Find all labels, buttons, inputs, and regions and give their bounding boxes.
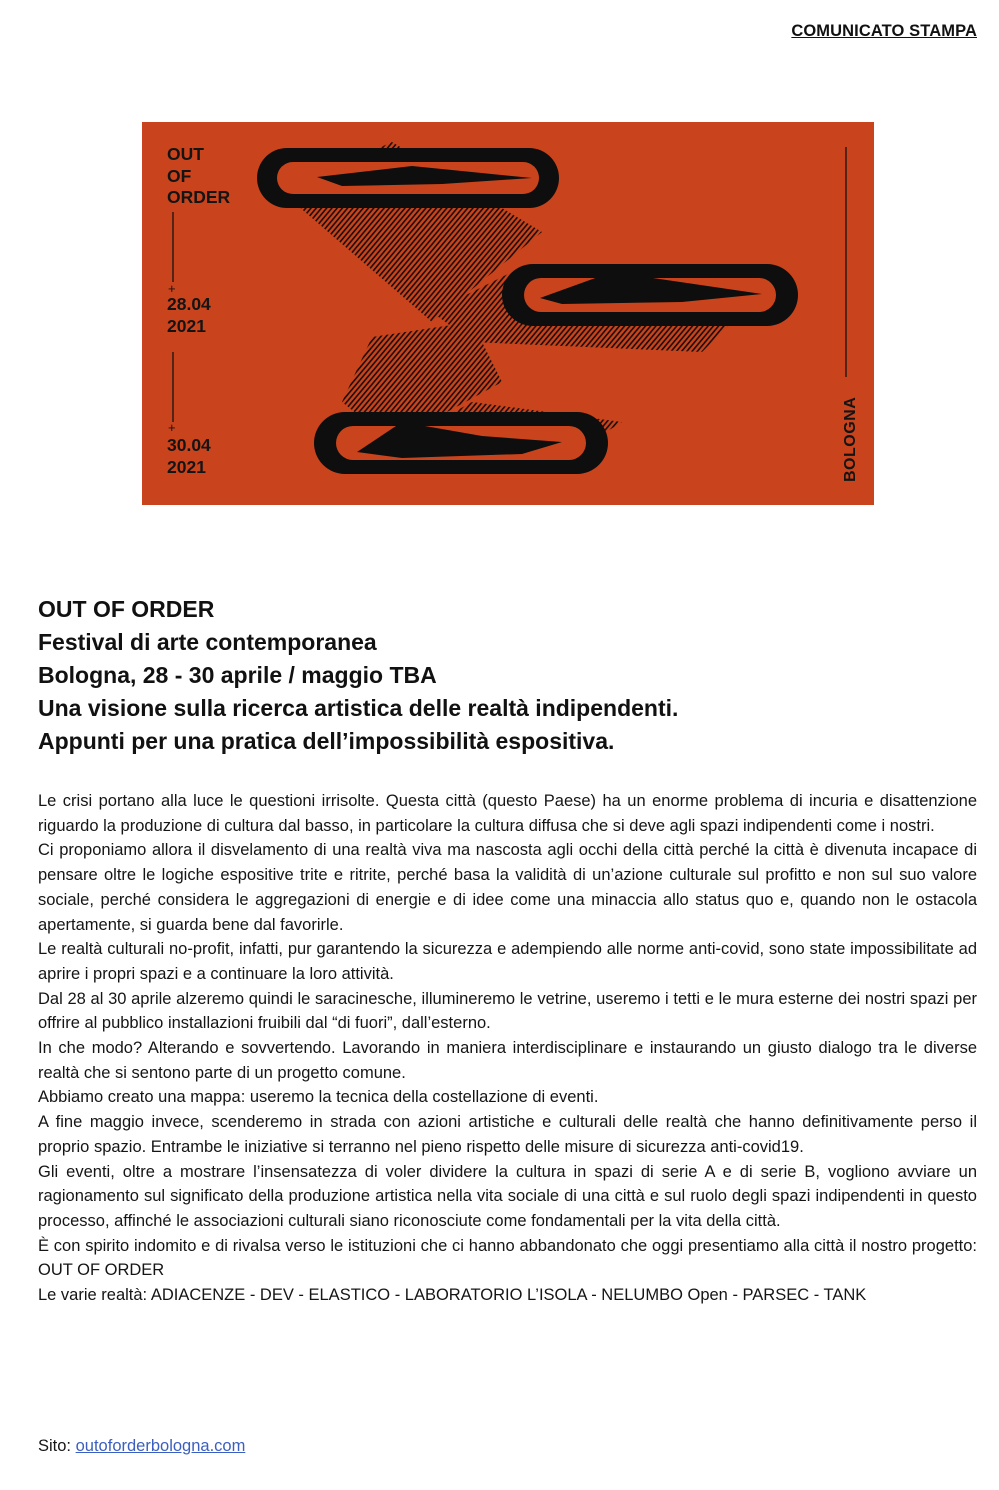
body-paragraph: A fine maggio invece, scenderemo in strada con azioni artistiche e culturali delle realtà che hanno definitivamente perso il proprio spazio. Entrambe le iniziative si terranno nel pieno rispetto delle misure di sicurezza anti-covid19.	[38, 1113, 977, 1156]
body-paragraph: Ci proponiamo allora il disvelamento di una realtà viva ma nascosta agli occhi della città perché la città è divenuta incapace di pensare oltre le logiche espositive trite e ritrite, perché basa la validità di un’azione culturale sul profitto e non sul suo valore sociale, perché considera le aggregazioni di energie e di idee come una minaccia allo status quo e, quando non le ostacola apertamente, si guarda bene dal favorirle.	[38, 841, 977, 934]
site-label: Sito:	[38, 1437, 72, 1455]
ribbon-o-bottom	[314, 412, 608, 474]
body-paragraph: Le realtà culturali no-profit, infatti, pur garantendo la sicurezza e adempiendo alle norme anti-covid, sono state impossibilitate ad aprire i propri spazi e a continuare la loro attività.	[38, 940, 977, 983]
body-paragraph: In che modo? Alterando e sovvertendo. Lavorando in maniera interdisciplinare e instaurando un giusto dialogo tra le diverse realtà che si sentono parte di un progetto comune.	[38, 1039, 977, 1082]
poster-artwork	[142, 122, 874, 505]
heading-location-dates: Bologna, 28 - 30 aprile / maggio TBA	[38, 662, 437, 688]
poster-title: OUT OF ORDER	[167, 144, 231, 207]
heading-title: OUT OF ORDER	[38, 596, 215, 622]
poster-city: BOLOGNA	[842, 396, 859, 482]
heading-subtitle: Festival di arte contemporanea	[38, 629, 377, 655]
body-paragraph: Le varie realtà: ADIACENZE - DEV - ELASTICO - LABORATORIO L’ISOLA - NELUMBO Open - PARSEC - TANK	[38, 1286, 867, 1305]
plus-mark: +	[168, 420, 176, 435]
heading-vision: Una visione sulla ricerca artistica delle realtà indipendenti.	[38, 695, 679, 721]
press-body	[38, 789, 977, 1308]
press-release-label: COMUNICATO STAMPA	[791, 22, 977, 40]
press-headings	[38, 593, 968, 758]
poster-start-date: 28.04 2021	[167, 294, 211, 336]
ribbon-o-middle	[502, 264, 798, 326]
site-line	[38, 1434, 245, 1458]
ribbon-o-top	[257, 148, 559, 208]
poster-end-date: 30.04 2021	[167, 435, 211, 477]
heading-notes: Appunti per una pratica dell’impossibilità espositiva.	[38, 728, 615, 754]
plus-mark: +	[168, 281, 176, 296]
body-paragraph: È con spirito indomito e di rivalsa verso le istituzioni che ci hanno abbandonato che oggi presentiamo alla città il nostro progetto: OUT OF ORDER	[38, 1236, 977, 1280]
festival-poster	[142, 122, 874, 505]
body-paragraph: Abbiamo creato una mappa: useremo la tecnica della costellazione di eventi.	[38, 1088, 599, 1107]
site-link[interactable]: outoforderbologna.com	[75, 1437, 246, 1455]
body-paragraph: Dal 28 al 30 aprile alzeremo quindi le saracinesche, illumineremo le vetrine, useremo i tetti e le mura esterne dei nostri spazi per offrire al pubblico installazioni fruibili dal “di fuori”, dall’esterno.	[38, 989, 977, 1033]
body-paragraph: Le crisi portano alla luce le questioni irrisolte. Questa città (questo Paese) ha un enorme problema di incuria e disattenzione riguardo la produzione di cultura dal basso, in particolare la cultura diffusa che si deve agli spazi indipendenti come i nostri.	[38, 792, 977, 835]
body-paragraph: Gli eventi, oltre a mostrare l’insensatezza di voler dividere la cultura in spazi di serie A e di serie B, vogliono avviare un ragionamento sul significato della produzione artistica nella vita sociale di una città e sul ruolo degli spazi indipendenti in questo processo, affinché le associazioni culturali siano riconosciute come fondamentali per la vita della città.	[38, 1162, 977, 1230]
